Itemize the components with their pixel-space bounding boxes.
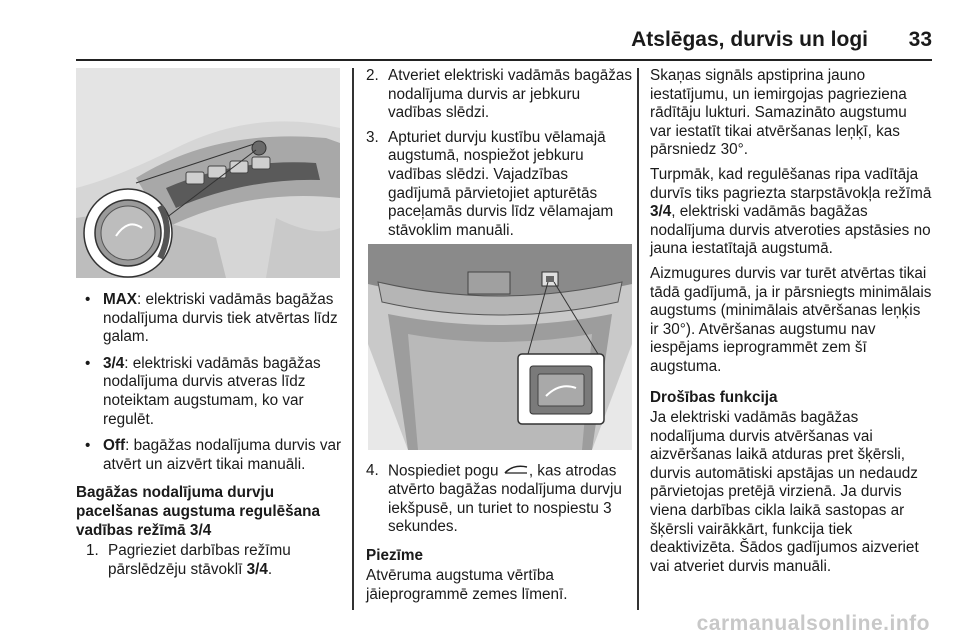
column-2 <box>366 67 634 246</box>
header-rule <box>76 59 932 61</box>
step-number: 4. <box>366 462 379 479</box>
column-divider-2 <box>637 68 639 610</box>
step-bold: 3/4 <box>246 560 268 578</box>
column-2-lower <box>366 462 634 611</box>
paragraph-text: Turpmāk, kad regulēšanas ripa vadītāja durvīs tiks pagriezta starpstāvokļa režīmā <box>650 165 932 202</box>
step-item <box>86 542 346 579</box>
step-text: Atveriet elektriski vadāmās bagāžas nodalījuma durvis ar jebkuru vadības slēdzi. <box>388 67 633 122</box>
page-number: 33 <box>908 28 932 51</box>
bullet-term: 3/4 <box>103 354 125 372</box>
section-heading: Bagāžas nodalījuma durvju pacelšanas augstuma regulēšana vadības režīmā 3/4 <box>76 484 321 539</box>
tailgate-button-illustration <box>368 244 632 450</box>
step-item <box>366 462 634 537</box>
bullet-text: : elektriski vadāmās bagāžas nodalījuma durvis atveras līdz noteiktam augstumam, ko var regulēt. <box>103 354 321 428</box>
paragraph-text: , elektriski vadāmās bagāžas nodalījuma durvis atveroties apstāsies no jauna iestatītajā augstumā. <box>650 203 931 258</box>
bullet-term: Off <box>103 437 126 455</box>
page-header-title: Atslēgas, durvis un logi <box>631 28 868 51</box>
step-text-after: , kas atrodas atvērto bagāžas nodalījuma durvju iekšpusē, un turiet to nospiestu 3 sekundes. <box>388 462 622 536</box>
safety-text: Ja elektriski vadāmās bagāžas nodalījuma durvis atvēršanas vai aizvēršanas laikā atduras pret šķērsli, durvis automātiski apstājas un nedaudz pārvietojas pretējā virzienā. Ja durvis viena darbības cikla laikā sastopas ar šķērsli vairākkārt, funkcija tiek deaktivizēta. Šādos gadījumos aizveriet vai atveriet durvis manuāli. <box>650 409 919 575</box>
step-text: Pagrieziet darbības režīmu pārslēdzēju stāvoklī <box>108 542 291 578</box>
door-switch-illustration <box>76 68 340 278</box>
column-3 <box>650 67 932 582</box>
tailgate-icon <box>503 462 529 481</box>
note-text: Atvēruma augstuma vērtība jāieprogrammē zemes līmenī. <box>366 567 568 603</box>
step-item <box>366 129 634 241</box>
bullet-dot: • <box>85 354 91 372</box>
bullet-item <box>76 355 346 429</box>
bullet-dot: • <box>85 291 91 308</box>
watermark: carmanualsonline.info <box>696 612 930 635</box>
step-number: 1. <box>86 542 99 560</box>
step-text-before: Nospiediet pogu <box>388 462 503 480</box>
safety-heading: Drošības funkcija <box>650 388 778 406</box>
note-heading: Piezīme <box>366 546 423 564</box>
paragraph <box>650 166 932 259</box>
step-item <box>366 67 634 123</box>
paragraph-bold: 3/4 <box>650 203 672 221</box>
bullet-term: MAX <box>103 291 137 308</box>
step-number: 3. <box>366 128 379 146</box>
column-divider-1 <box>352 68 354 610</box>
paragraph: Skaņas signāls apstiprina jauno iestatījumu, un iemirgojas pagrieziena rādītāju lukturi. Samazināto augstumu var iestatīt tikai atvēršanas leņķī, kas pārsniedz 30°. <box>650 67 907 159</box>
step-text: Apturiet durvju kustību vēlamajā augstumā, nospiežot jebkuru vadības slēdzi. Vajadzības gadījumā pārvietojiet apturētās paceļamās durvis līdz vēlamajam stāvoklim manuāli. <box>388 128 614 239</box>
bullet-dot: • <box>85 437 91 455</box>
bullet-text: : bagāžas nodalījuma durvis var atvērt un aizvērt tikai manuāli. <box>103 437 342 473</box>
step-number: 2. <box>366 67 379 84</box>
bullet-item <box>76 291 346 347</box>
paragraph: Aizmugures durvis var turēt atvērtas tikai tādā gadījumā, ja ir pārsniegts minimālais augstums (minimālais atvēršanas leņķis ir 30°). Atvēršanas augstumu nav iespējams ieprogrammēt zem šī augstuma. <box>650 264 932 375</box>
bullet-text: : elektriski vadāmās bagāžas nodalījuma durvis tiek atvērtas līdz galam. <box>103 291 338 346</box>
bullet-item <box>76 437 346 474</box>
step-end: . <box>267 560 273 578</box>
column-1 <box>76 291 346 585</box>
